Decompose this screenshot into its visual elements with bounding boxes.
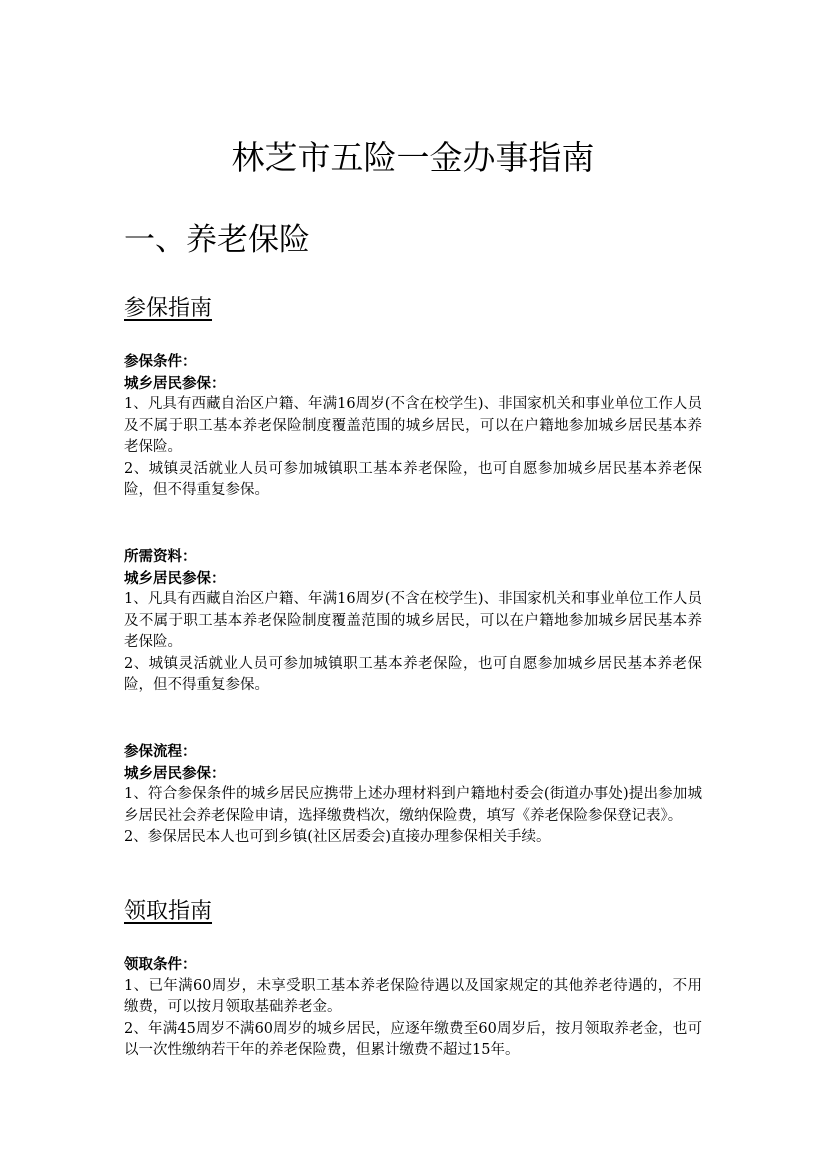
required-materials-block xyxy=(124,546,702,697)
list-item: 1、凡具有西藏自治区户籍、年满16周岁(不含在校学生)、非国家机关和事业单位工作人员及不属于职工基本养老保险制度覆盖范围的城乡居民，可以在户籍地参加城乡居民基本养老保险。 xyxy=(124,591,702,650)
block-label: 参保流程： xyxy=(124,743,197,760)
section-heading-claim: 领取指南 xyxy=(124,899,213,924)
list-item: 1、凡具有西藏自治区户籍、年满16周岁(不含在校学生)、非国家机关和事业单位工作人员及不属于职工基本养老保险制度覆盖范围的城乡居民，可以在户籍地参加城乡居民基本养老保险。 xyxy=(124,396,702,455)
document-title: 林芝市五险一金办事指南 xyxy=(231,138,595,177)
list-item: 2、城镇灵活就业人员可参加城镇职工基本养老保险，也可自愿参加城乡居民基本养老保险，但不得重复参保。 xyxy=(124,460,702,498)
claim-conditions-block xyxy=(124,954,702,1062)
block-label: 参保条件： xyxy=(124,353,197,370)
section-heading-enrollment: 参保指南 xyxy=(124,296,213,321)
enrollment-process-block xyxy=(124,741,702,849)
block-sublabel: 城乡居民参保： xyxy=(124,374,226,392)
list-item: 1、符合参保条件的城乡居民应携带上述办理材料到户籍地村委会(街道办事处)提出参加城乡居民社会养老保险申请，选择缴费档次，缴纳保险费，填写《养老保险参保登记表》。 xyxy=(124,786,702,824)
block-label: 所需资料： xyxy=(124,548,197,565)
block-sublabel: 城乡居民参保： xyxy=(124,569,226,587)
list-item: 1、已年满60周岁，未享受职工基本养老保险待遇以及国家规定的其他养老待遇的，不用缴费，可以按月领取基础养老金。 xyxy=(124,977,702,1015)
chapter-heading: 一、养老保险 xyxy=(124,222,310,258)
block-label: 领取条件： xyxy=(124,956,197,973)
block-sublabel: 城乡居民参保： xyxy=(124,764,226,782)
enrollment-conditions-block xyxy=(124,351,702,502)
list-item: 2、参保居民本人也可到乡镇(社区居委会)直接办理参保相关手续。 xyxy=(124,829,551,845)
list-item: 2、年满45周岁不满60周岁的城乡居民，应逐年缴费至60周岁后，按月领取养老金，也可以一次性缴纳若干年的养老保险费，但累计缴费不超过15年。 xyxy=(124,1020,702,1058)
list-item: 2、城镇灵活就业人员可参加城镇职工基本养老保险，也可自愿参加城乡居民基本养老保险，但不得重复参保。 xyxy=(124,655,702,693)
